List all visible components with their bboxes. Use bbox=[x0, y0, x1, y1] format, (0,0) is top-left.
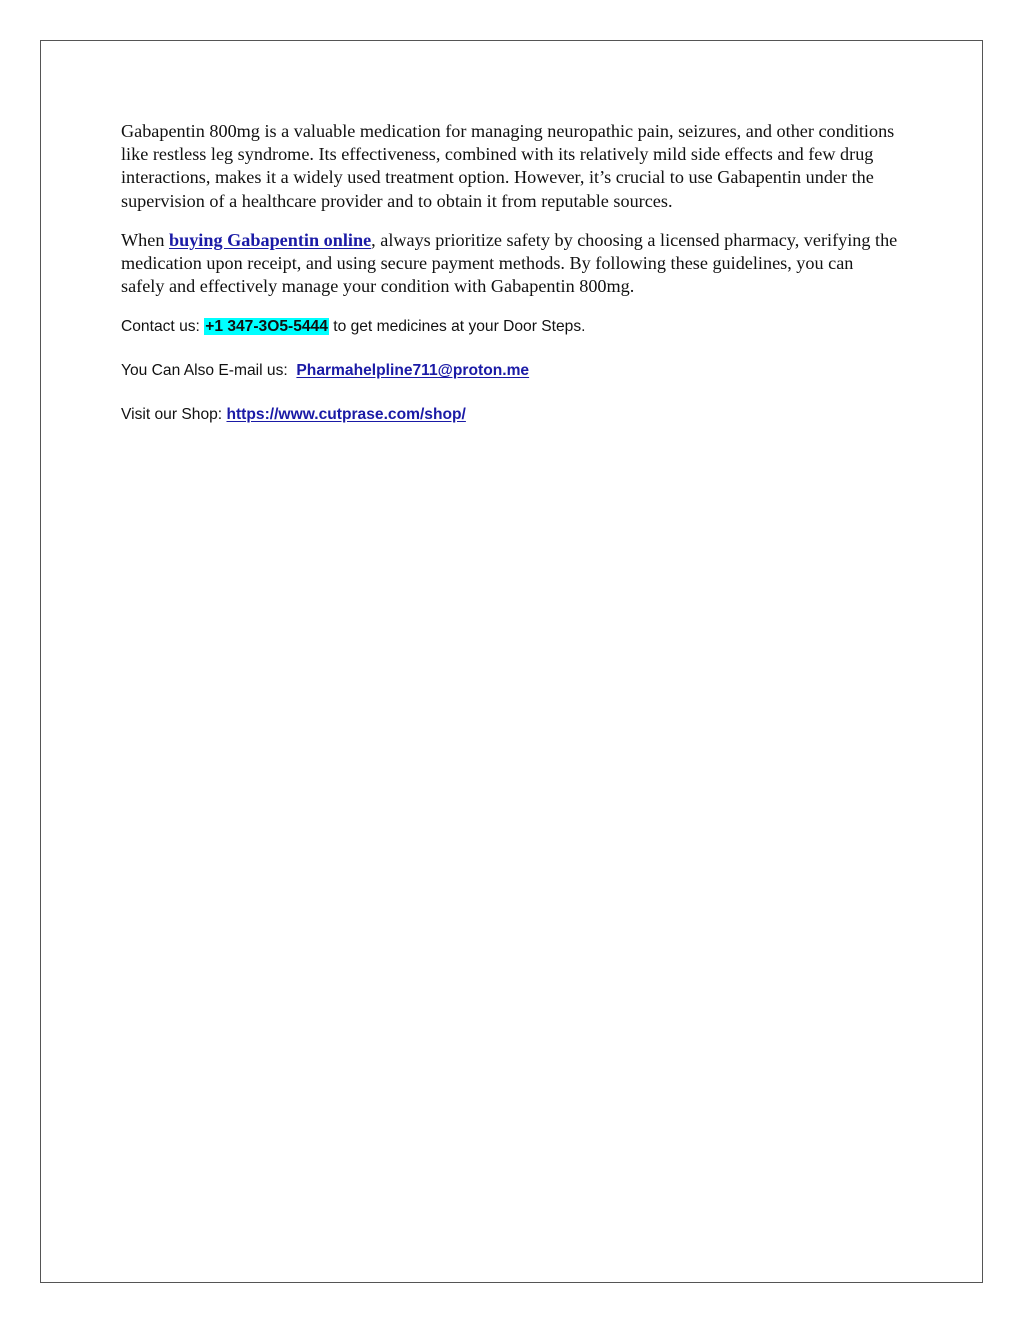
shop-line bbox=[121, 404, 901, 426]
buying-paragraph-prefix: When bbox=[121, 229, 169, 250]
document-body bbox=[121, 120, 901, 448]
shop-label: Visit our Shop: bbox=[121, 406, 227, 424]
phone-number: +1 347-3O5-5444 bbox=[205, 318, 328, 336]
email-label: You Can Also E-mail us: bbox=[121, 362, 297, 380]
contact-label: Contact us: bbox=[121, 318, 205, 336]
contact-suffix: to get medicines at your Door Steps. bbox=[328, 318, 586, 336]
email-line bbox=[121, 360, 901, 382]
email-link[interactable]: Pharmahelpline711@proton.me bbox=[296, 362, 530, 380]
contact-line bbox=[121, 316, 901, 338]
buying-gabapentin-link[interactable]: buying Gabapentin online bbox=[168, 229, 372, 250]
buying-paragraph bbox=[121, 229, 901, 299]
intro-paragraph: Gabapentin 800mg is a valuable medication for managing neuropathic pain, seizures, and other conditions like restless leg syndrome. Its effectiveness, combined with its relatively mild side effects and few drug interactions, makes it a widely used treatment option. However, it’s crucial to use Gabapentin under the supervision of a healthcare provider and to obtain it from reputable sources. bbox=[121, 121, 895, 211]
buying-paragraph-suffix: , always prioritize safety by choosing a licensed pharmacy, verifying the medication upon receipt, and using secure payment methods. By following these guidelines, you can safely and effectively manage your condition with Gabapentin 800mg. bbox=[121, 229, 898, 297]
shop-link[interactable]: https://www.cutprase.com/shop/ bbox=[226, 406, 466, 424]
